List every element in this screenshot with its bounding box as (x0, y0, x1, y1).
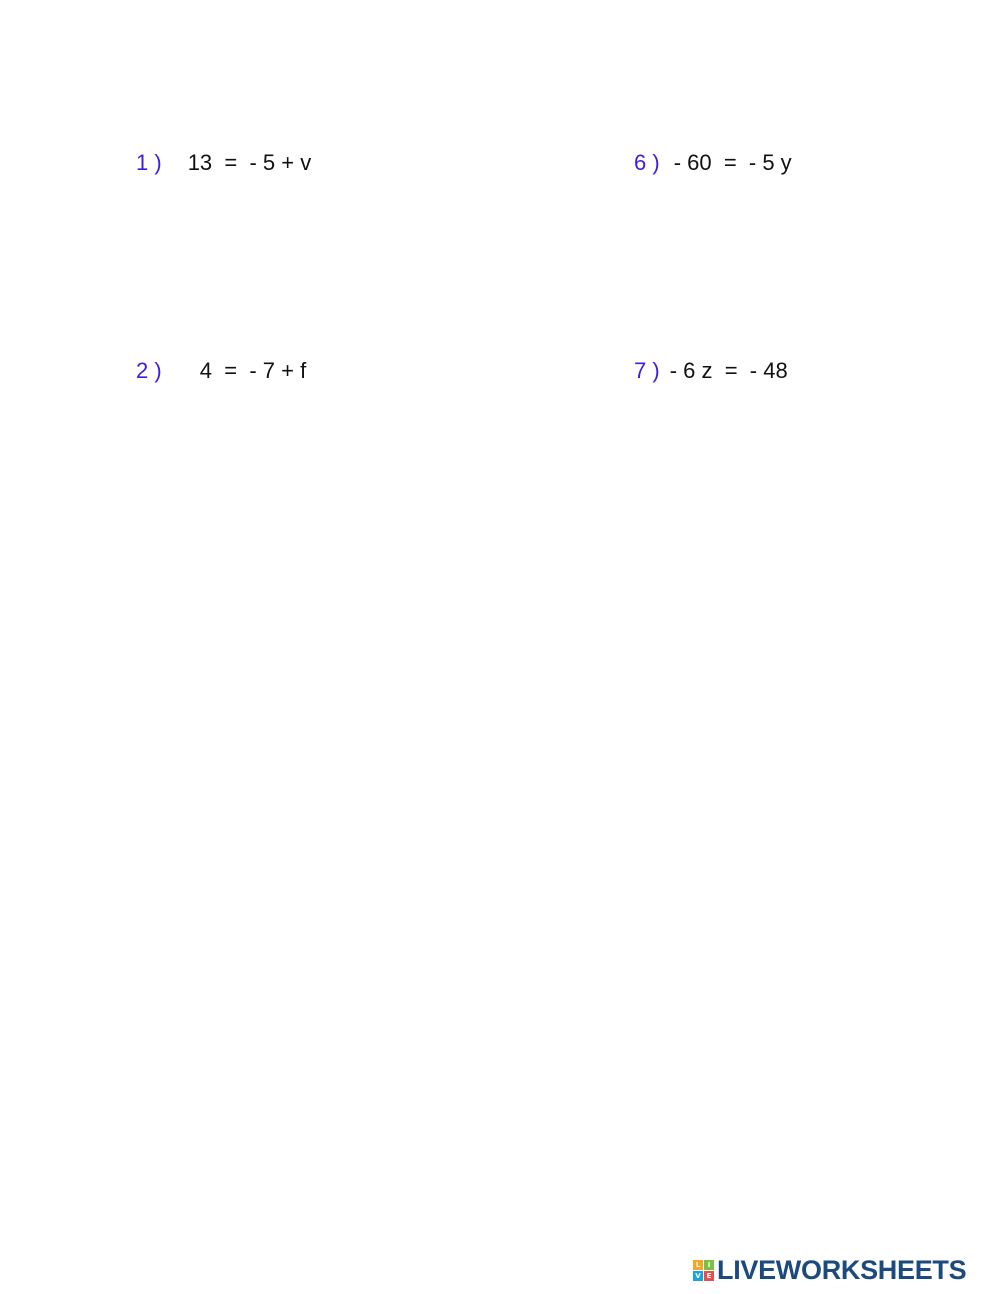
problem-equation: - 60 = - 5 y (673, 150, 792, 175)
problem-7 (634, 358, 788, 384)
logo-mark-icon (693, 1260, 714, 1281)
problem-number: 2 ) (136, 358, 162, 383)
logo-square: I (704, 1260, 714, 1270)
logo-square: E (704, 1271, 714, 1281)
problem-number: 1 ) (136, 150, 162, 175)
problem-equation: - 6 z = - 48 (669, 358, 788, 383)
problem-number: 7 ) (634, 358, 660, 383)
problem-2 (136, 358, 306, 384)
problem-number: 6 ) (634, 150, 660, 175)
problem-equation: 4 = - 7 + f (193, 358, 307, 383)
problem-1 (136, 150, 311, 176)
logo-text: LIVEWORKSHEETS (717, 1254, 967, 1285)
problem-6 (634, 150, 792, 176)
problem-equation: 13 = - 5 + v (187, 150, 312, 175)
logo-square: V (693, 1271, 703, 1281)
liveworksheets-logo[interactable] (693, 1256, 966, 1284)
logo-square: L (693, 1260, 703, 1270)
